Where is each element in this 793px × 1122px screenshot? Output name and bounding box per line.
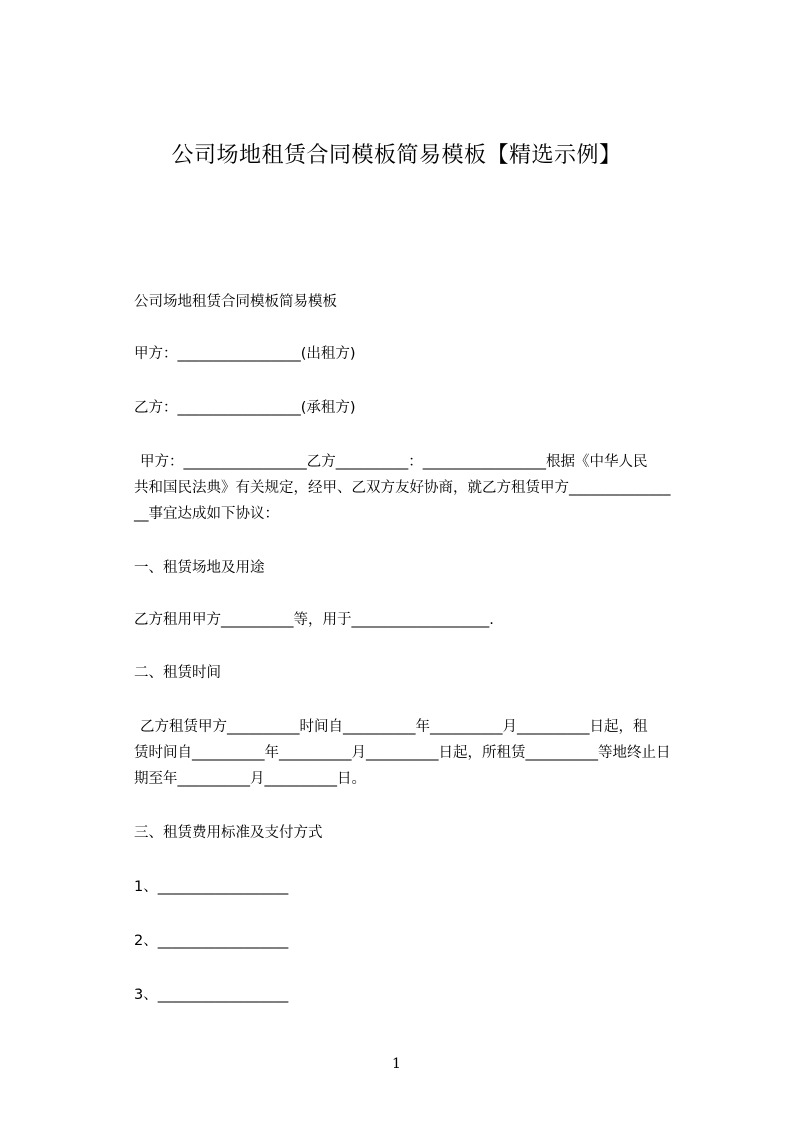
intro-line-1: 甲方：_________________乙方__________：_________________根据《中华人民 [140, 454, 648, 470]
document-subtitle: 公司场地租赁合同模板简易模板 [134, 294, 337, 310]
section-2-heading: 二、租赁时间 [134, 665, 221, 681]
section-3-heading: 三、租赁费用标准及支付方式 [134, 825, 323, 841]
list-item: 1、__________________ [134, 879, 289, 895]
section-2-line-1: 乙方租赁甲方__________时间自__________年__________月__________日起，租 [140, 719, 648, 735]
list-item: 3、__________________ [134, 987, 289, 1003]
intro-line-3: __事宜达成如下协议： [134, 506, 279, 522]
list-item: 2、__________________ [134, 933, 289, 949]
section-2-line-2: 赁时间自__________年__________月__________日起，所租赁__________等地终止日 [134, 745, 671, 761]
party-b-line: 乙方：_________________(承租方) [134, 400, 356, 416]
intro-paragraph [134, 449, 711, 527]
party-a-line: 甲方：_________________(出租方) [134, 346, 356, 362]
section-2-line-3: 期至年__________月__________日。 [134, 771, 366, 787]
section-1-body: 乙方租用甲方__________等，用于___________________. [134, 612, 494, 628]
document-title: 公司场地租赁合同模板简易模板【精选示例】 [171, 143, 622, 168]
section-2-paragraph [134, 714, 711, 792]
section-1-heading: 一、租赁场地及用途 [134, 560, 265, 576]
intro-line-2: 共和国民法典》有关规定，经甲、乙双方友好协商，就乙方租赁甲方______________ [134, 480, 671, 496]
page-number: 1 [392, 1056, 401, 1072]
